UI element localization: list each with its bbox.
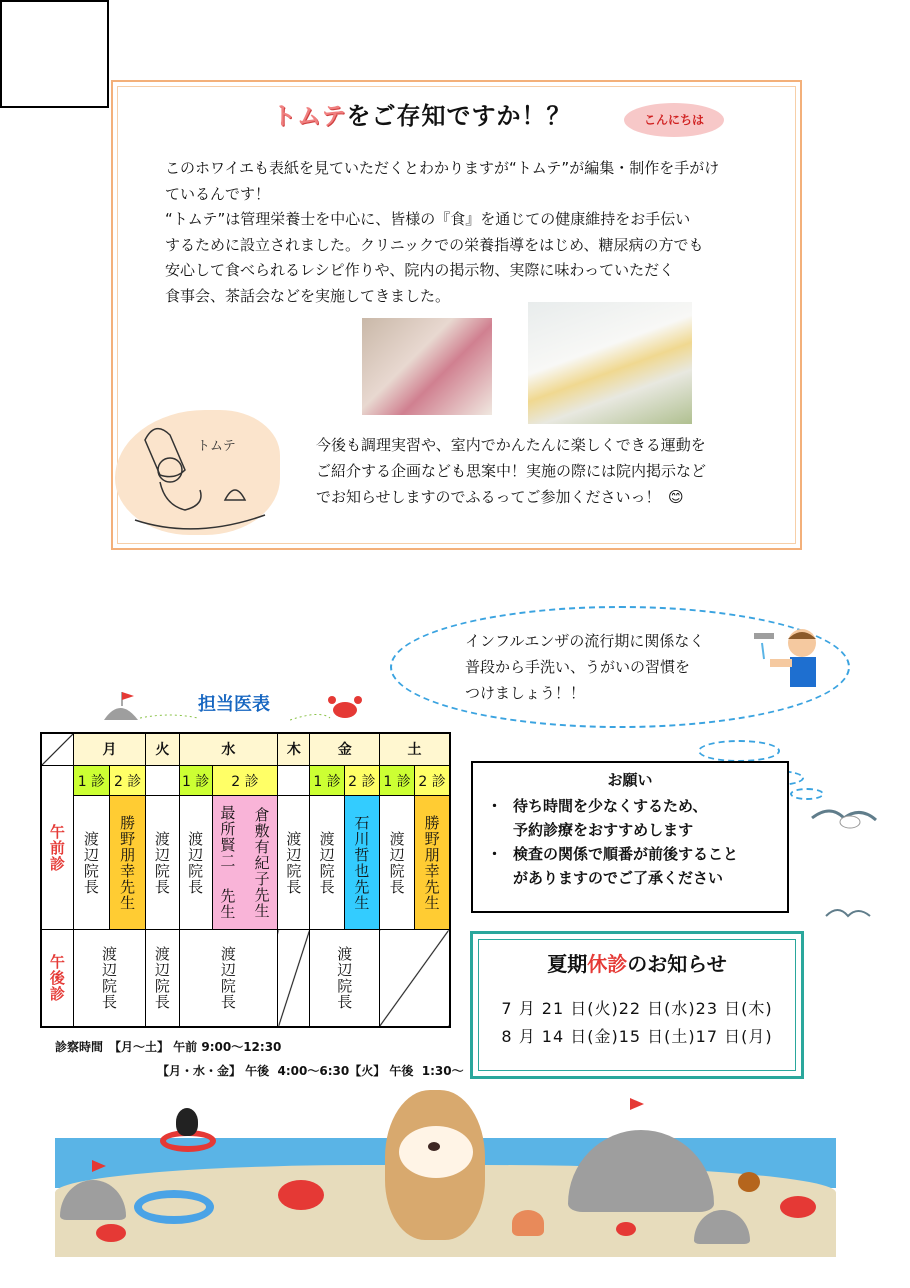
afternoon-tue: 渡辺院長 — [146, 930, 179, 1027]
intro-paragraph-2: 今後も調理実習や、室内でかんたんに楽しくできる運動を ご紹介する企画なども思案中！実施の際には院内掲示など でお知らせしますのでふるってご参加くださいっ！ — [316, 436, 707, 506]
day-fri: 金 — [310, 733, 380, 765]
scallop-shell-icon — [512, 1210, 544, 1236]
notice-item: ・ 検査の関係で順番が前後すること がありますのでご了承ください — [487, 842, 787, 890]
crab-icon — [290, 692, 370, 722]
holiday-dates-august: 8 月 14 日(金)15 日(土)17 日(月) — [501, 1027, 773, 1046]
afternoon-label: 午後診 — [41, 930, 73, 1027]
penguin-icon — [176, 1108, 198, 1136]
day-thu: 木 — [278, 733, 310, 765]
afternoon-wed: 渡辺院長 — [179, 930, 278, 1027]
food-photo-cheesecake — [528, 302, 692, 424]
morning-wed-2: 倉敷有紀子先生 最所賢二 先生 — [212, 796, 277, 930]
slot-wed-2: 2 診 — [212, 765, 277, 795]
crab-icon — [616, 1222, 636, 1236]
crab-icon — [96, 1224, 126, 1242]
day-mon: 月 — [73, 733, 146, 765]
intro-title: トムテをご存知ですか！？ — [272, 102, 572, 130]
morning-tue: 渡辺院長 — [146, 796, 179, 930]
gnome-drawing-icon — [115, 410, 280, 535]
slot-wed-1: 1 診 — [179, 765, 212, 795]
slot-fri-1: 1 診 — [310, 765, 344, 795]
morning-sat-1: 渡辺院長 — [379, 796, 414, 930]
schedule-title: 担当医表 — [198, 694, 270, 715]
afternoon-sat-closed — [379, 930, 450, 1027]
summer-holiday-notice — [470, 931, 804, 1079]
consultation-hours: 診察時間 【月～土】 午前 9:00～12:30 【月・水・金】 午後 4:00～6:30【火】 午後 1:30～ — [55, 1040, 464, 1078]
morning-mon-1: 渡辺院長 — [73, 796, 109, 930]
day-tue: 火 — [146, 733, 179, 765]
intro-paragraph-1: このホワイエも表紙を見ていただくとわかりますが“トムテ”が編集・制作を手がけ ているんです！ “トムテ”は管理栄養士を中心に、皆様の『食』を通じての健康維持をお手伝い するために設立されました。クリニックでの栄養指導をはじめ、糖尿病の方でも 安心して食べられるレシピ作りや、院内の掲示物、実際に味わっていただく 食事会、茶話会などを実施してきました。 — [165, 159, 720, 305]
slot-sat-1: 1 診 — [379, 765, 414, 795]
slot-mon-2: 2 診 — [110, 765, 146, 795]
flag-icon — [630, 1098, 644, 1110]
afternoon-mon: 渡辺院長 — [73, 930, 146, 1027]
day-sat: 土 — [379, 733, 450, 765]
puppy-icon — [385, 1090, 485, 1240]
handwashing-boy-icon — [750, 625, 830, 690]
morning-mon-2: 勝野朋幸先生 — [110, 796, 146, 930]
cloud-bubble-3 — [790, 788, 824, 800]
morning-thu: 渡辺院長 — [278, 796, 310, 930]
tip-text: インフルエンザの流行期に関係なく 普段から手洗い、うがいの習慣を つけましょう！！ — [465, 632, 705, 702]
face-icon: 😊 — [668, 488, 684, 506]
day-wed: 水 — [179, 733, 278, 765]
food-photo-dessert-plate — [362, 318, 492, 415]
morning-sat-2: 勝野朋幸先生 — [415, 796, 450, 930]
crab-icon — [780, 1196, 816, 1218]
corner-box — [0, 0, 109, 108]
slot-tue — [146, 765, 179, 795]
flag-icon — [92, 1160, 106, 1172]
cloud-bubble-1 — [698, 740, 780, 762]
holiday-dates-july: 7 月 21 日(火)22 日(水)23 日(木) — [501, 999, 773, 1018]
tomte-illustration — [115, 410, 280, 535]
afternoon-fri: 渡辺院長 — [310, 930, 380, 1027]
slot-mon-1: 1 診 — [73, 765, 109, 795]
swim-ring-icon — [134, 1190, 214, 1224]
request-notice — [471, 761, 789, 913]
slot-fri-2: 2 診 — [344, 765, 379, 795]
slot-sat-2: 2 診 — [415, 765, 450, 795]
rock-flag-icon — [100, 688, 200, 722]
morning-fri-2: 石川哲也先生 — [344, 796, 379, 930]
holiday-title: 夏期休診のお知らせ — [547, 952, 727, 976]
hermit-crab-icon — [738, 1172, 760, 1192]
morning-label: 午前診 — [41, 765, 73, 929]
crab-icon — [278, 1180, 324, 1210]
notice-title: お願い — [607, 771, 653, 789]
greeting-badge: こんにちは — [624, 103, 724, 137]
notice-item: ・ 待ち時間を少なくするため、 予約診療をおすすめします — [487, 794, 787, 842]
seagull-icon — [824, 900, 874, 930]
seagull-icon — [810, 800, 900, 840]
slot-thu — [278, 765, 310, 795]
afternoon-thu-closed — [278, 930, 310, 1027]
morning-fri-1: 渡辺院長 — [310, 796, 344, 930]
morning-wed-1: 渡辺院長 — [179, 796, 212, 930]
table-corner — [41, 733, 73, 765]
notice-list — [473, 794, 787, 890]
doctor-schedule-table — [40, 732, 451, 1028]
tomte-illustration-text: トムテ — [197, 439, 236, 454]
